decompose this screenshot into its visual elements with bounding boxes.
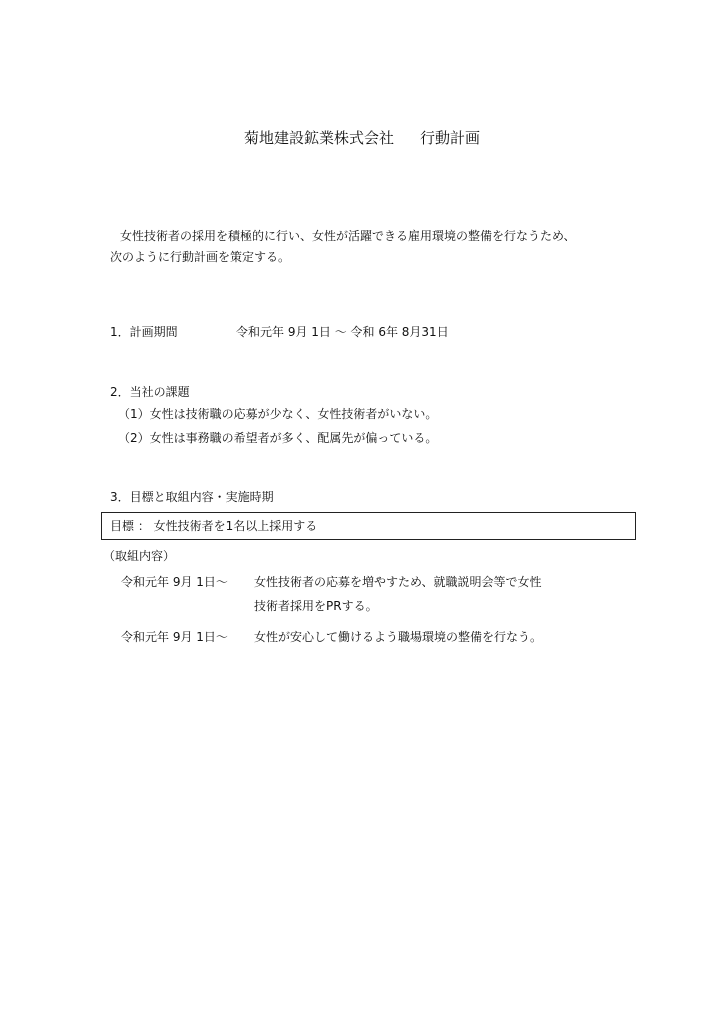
section-1-heading: 1．計画期間	[110, 325, 178, 339]
action-1-line-1: 女性技術者の応募を増やすため、就職説明会等で女性	[254, 575, 542, 589]
action-1-line-2: 技術者採用をPRする。	[254, 599, 378, 613]
goal-text: 目標 ： 女性技術者を1名以上採用する	[110, 519, 318, 533]
section-3-heading: 3．目標と取組内容・実施時期	[110, 490, 274, 504]
section-2-heading: 2．当社の課題	[110, 385, 190, 399]
intro-line-2: 次のように行動計画を策定する。	[110, 250, 291, 264]
title-company: 菊地建設鉱業株式会社	[243, 129, 394, 147]
title-plan: 行動計画	[420, 129, 481, 147]
action-2-line-1: 女性が安心して働けるよう職場環境の整備を行なう。	[254, 630, 543, 644]
plan-period: 令和元年 9月 1日 〜 令和 6年 8月31日	[236, 325, 449, 339]
document-title	[0, 128, 724, 148]
action-1-date: 令和元年 9月 1日〜	[121, 575, 228, 589]
intro-line-1: 女性技術者の採用を積極的に行い、女性が活躍できる雇用環境の整備を行なうため、	[120, 229, 576, 243]
actions-label: （取組内容）	[103, 549, 176, 563]
goal-box	[101, 512, 636, 540]
action-2-date: 令和元年 9月 1日〜	[121, 630, 228, 644]
issue-item-1: （1）女性は技術職の応募が少なく、女性技術者がいない。	[118, 407, 438, 421]
issue-item-2: （2）女性は事務職の希望者が多く、配属先が偏っている。	[118, 431, 438, 445]
